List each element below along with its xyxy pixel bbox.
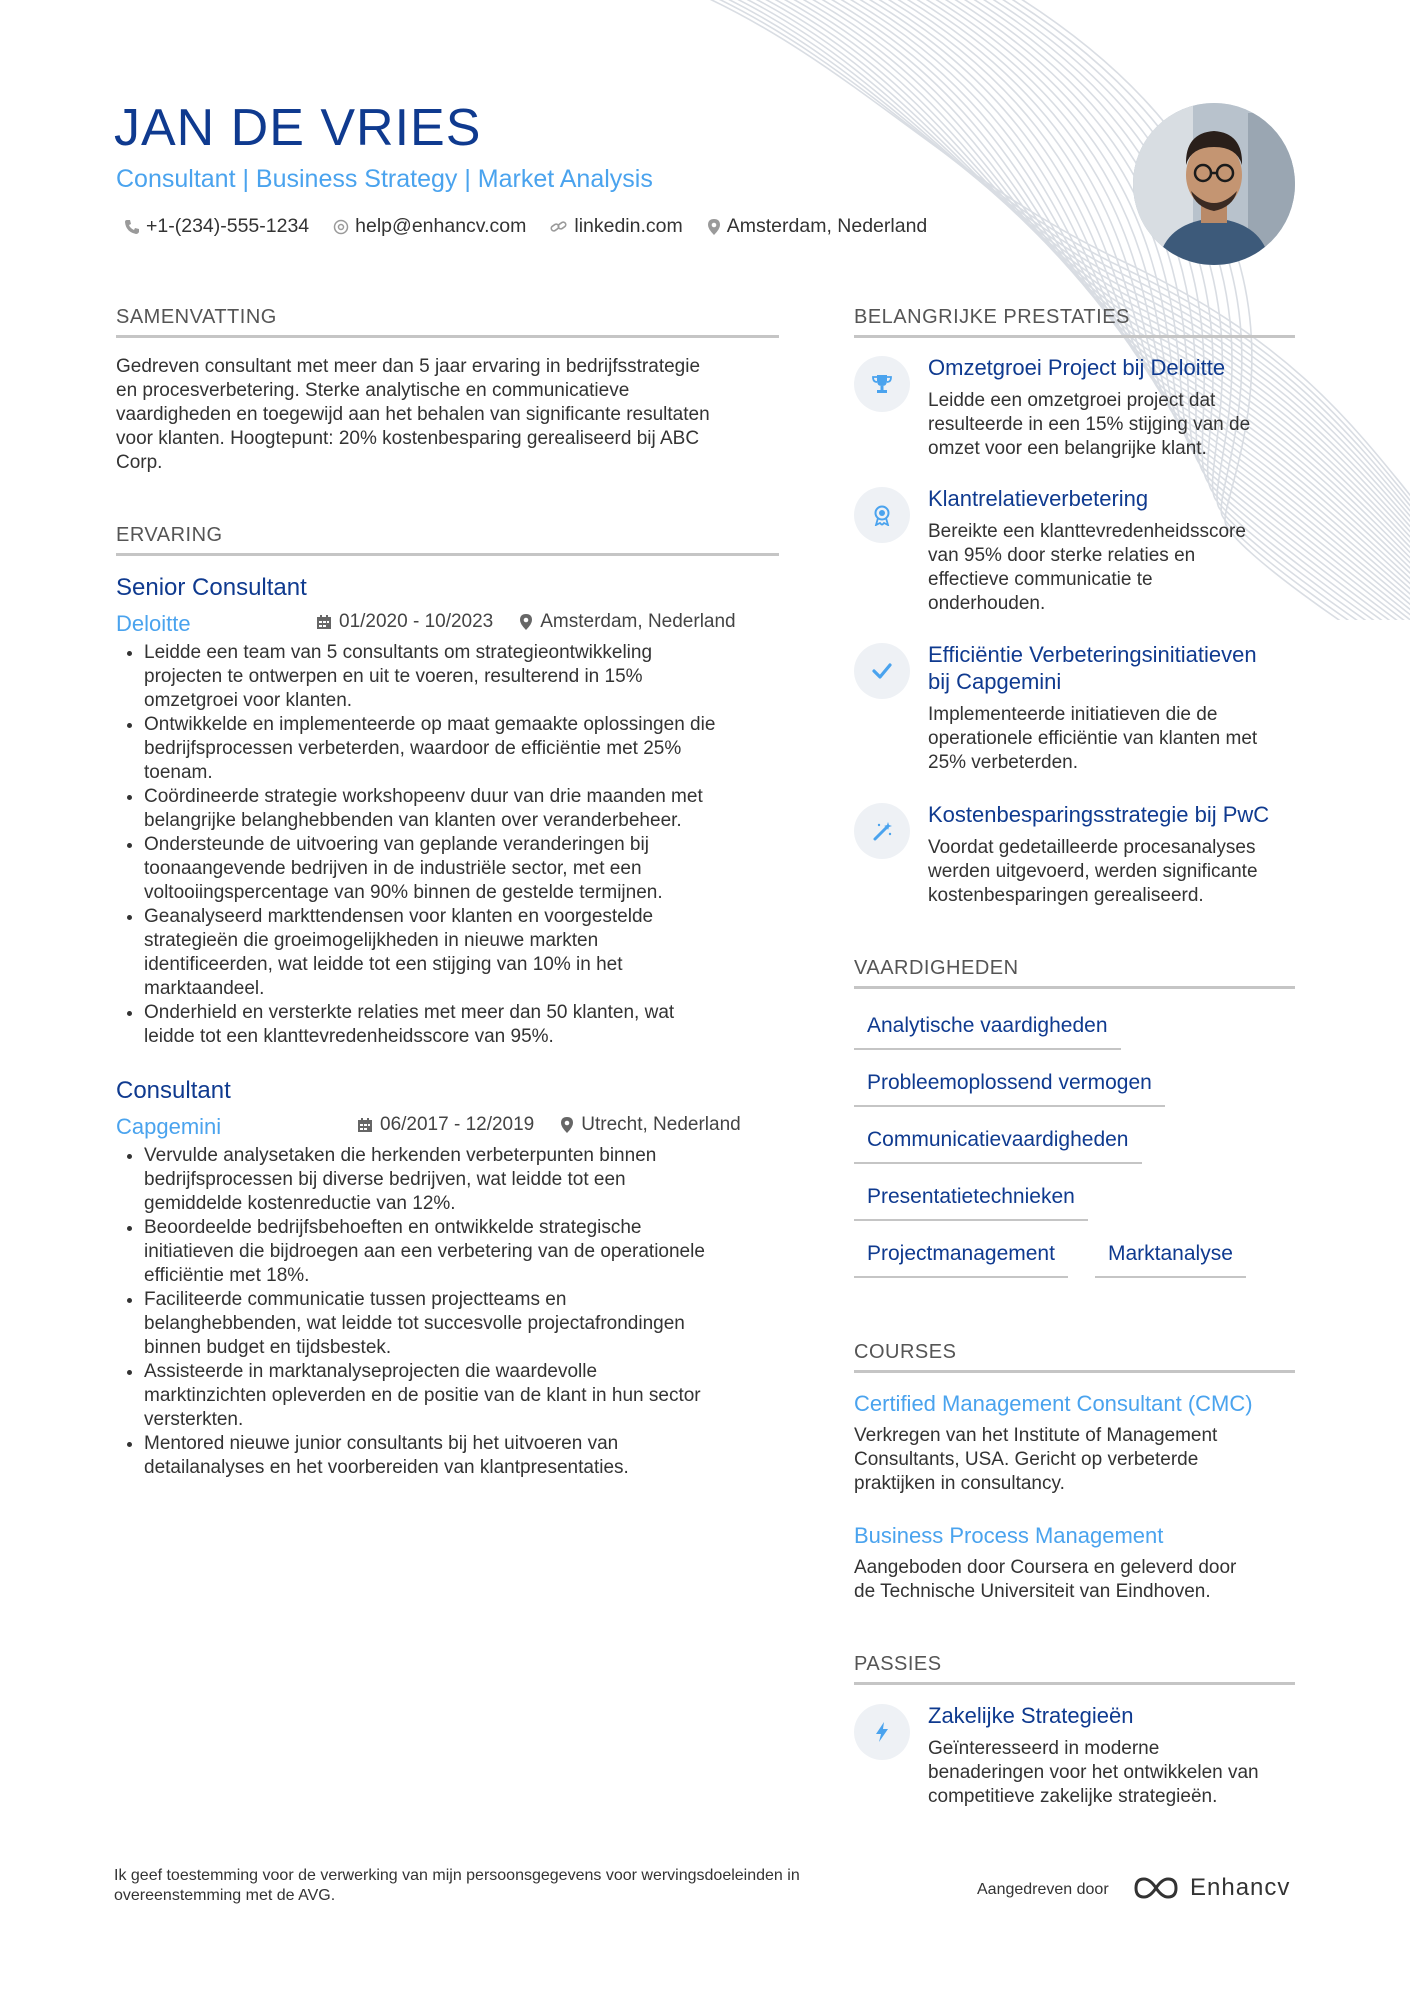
calendar-icon [316, 614, 332, 630]
achievement-description: Leidde een omzetgroei project dat resulteerde in een 15% stijging van de omzet voor een belangrijke klant. [928, 390, 1251, 459]
job-company: Capgemini [116, 1114, 222, 1139]
achievement-title: Klantrelatieverbetering [928, 486, 1149, 511]
skill-tag: Presentatietechnieken [854, 1185, 1088, 1221]
achievement-icon-badge [854, 643, 910, 699]
contact-row [124, 215, 951, 238]
consent-text: Ik geef toestemming voor de verwerking van mijn persoonsgegevens voor wervingsdoeleinden in overeenstemming met de AVG. [114, 1867, 800, 1904]
passions-section-title: PASSIES [854, 1653, 1295, 1685]
summary-line: vaardigheden en toegewijd aan het behalen van significante resultaten [116, 404, 710, 425]
passion-title: Zakelijke Strategieën [928, 1703, 1134, 1728]
course-description: Aangeboden door Coursera en geleverd door de Technische Universiteit van Eindhoven. [854, 1557, 1237, 1602]
location-pin-icon [707, 218, 721, 236]
lightning-icon [871, 1721, 893, 1743]
job-role: Senior Consultant [116, 574, 307, 601]
achievement-item [854, 801, 1294, 911]
skill-tag: Communicatievaardigheden [854, 1128, 1142, 1164]
achievement-item [854, 354, 1294, 464]
summary-text [116, 355, 796, 475]
location-pin-icon [519, 613, 533, 631]
linkedin-contact[interactable] [550, 215, 682, 238]
passion-icon-badge [854, 1704, 910, 1760]
enhancv-logo-icon [1132, 1875, 1180, 1901]
job-company: Deloitte [116, 611, 191, 636]
course-description: Verkregen van het Institute of Management Consultants, USA. Gericht op verbeterde praktijken in consultancy. [854, 1425, 1218, 1494]
brand-name: Enhancv [1190, 1874, 1291, 1901]
location-pin-icon [560, 1116, 574, 1134]
location-text: Amsterdam, Nederland [726, 215, 928, 237]
skill-tag: Projectmanagement [854, 1242, 1068, 1278]
achievement-item [854, 485, 1294, 615]
job-location: Utrecht, Nederland [581, 1114, 741, 1135]
course-title: Business Process Management [854, 1523, 1164, 1548]
enhancv-logo[interactable] [1132, 1874, 1290, 1902]
list-item: • Coördineerde strategie workshopeenv duur van drie maanden met belangrijke belanghebbenden van klanten over veranderbeheer. [144, 785, 794, 833]
list-item: • Beoordeelde bedrijfsbehoeften en ontwikkelde strategische initiatieven die bijdroegen aan een verbetering van de operationele efficiëntie met 18%. [144, 1216, 794, 1288]
achievement-title: Kostenbesparingsstrategie bij PwC [928, 802, 1270, 827]
job-meta [316, 611, 736, 633]
summary-section-title: SAMENVATTING [116, 306, 779, 338]
list-item: • Onderhield en versterkte relaties met meer dan 50 klanten, wat leidde tot een klanttevredenheidsscore van 95%. [144, 1001, 794, 1049]
achievements-section-title: BELANGRIJKE PRESTATIES [854, 306, 1295, 338]
list-item: • Mentored nieuwe junior consultants bij het uitvoeren van detailanalyses en het voorbereiden van klantpresentaties. [144, 1432, 794, 1480]
achievement-item [854, 641, 1294, 781]
job-dates: 01/2020 - 10/2023 [339, 611, 494, 632]
list-item: • Assisteerde in marktanalyseprojecten die waardevolle marktinzichten opleverden en de positie van de klant in hun sector versterkten. [144, 1360, 794, 1432]
achievement-description: Voordat gedetailleerde procesanalyses werden uitgevoerd, werden significante kostenbesparingen gerealiseerd. [928, 837, 1258, 906]
achievement-icon-badge [854, 487, 910, 543]
job-bullets [116, 1144, 794, 1480]
summary-line: voor klanten. Hoogtepunt: 20% kostenbesparing gerealiseerd bij ABC [116, 428, 700, 449]
passion-description: Geïnteresseerd in moderne benaderingen voor het ontwikkelen van competitieve zakelijke strategieën. [928, 1738, 1259, 1807]
job-location: Amsterdam, Nederland [540, 611, 736, 632]
summary-line: Corp. [116, 452, 163, 473]
course-title: Certified Management Consultant (CMC) [854, 1391, 1253, 1416]
calendar-icon [357, 1117, 373, 1133]
achievement-title: Omzetgroei Project bij Deloitte [928, 355, 1226, 380]
email-contact[interactable] [333, 215, 526, 238]
email-text: help@enhancv.com [355, 215, 527, 237]
achievement-title: Efficiëntie Verbeteringsinitiatieven bij Capgemini [928, 642, 1257, 694]
trophy-icon [871, 373, 893, 395]
job-meta [357, 1114, 741, 1136]
skills-section-title: VAARDIGHEDEN [854, 957, 1295, 989]
summary-line: en procesverbetering. Sterke analytische en communicatieve [116, 380, 630, 401]
candidate-headline: Consultant | Business Strategy | Market Analysis [116, 165, 653, 193]
skill-tag: Probleemoplossend vermogen [854, 1071, 1165, 1107]
list-item: • Ontwikkelde en implementeerde op maat gemaakte oplossingen die bedrijfsprocessen verbeterden, waardoor de efficiëntie met 25% toenam. [144, 713, 794, 785]
at-icon [333, 219, 349, 235]
profile-photo-icon [1133, 103, 1295, 265]
phone-icon [124, 219, 140, 235]
achievement-description: Implementeerde initiatieven die de operationele efficiëntie van klanten met 25% verbeterden. [928, 704, 1258, 773]
passion-item [854, 1702, 1294, 1812]
phone-text: +1-(234)-555-1234 [146, 215, 310, 237]
job-dates: 06/2017 - 12/2019 [380, 1114, 535, 1135]
link-icon [550, 219, 568, 235]
check-icon [871, 660, 893, 682]
list-item: • Ondersteunde de uitvoering van geplande veranderingen bij toonaangevende bedrijven in de industriële sector, met een voltooiingspercentage van 90% binnen de gestelde termijnen. [144, 833, 794, 905]
achievement-icon-badge [854, 803, 910, 859]
linkedin-text: linkedin.com [574, 215, 683, 237]
skill-tag: Analytische vaardigheden [854, 1014, 1121, 1050]
list-item: • Faciliteerde communicatie tussen projectteams en belanghebbenden, wat leidde tot succesvolle projectafrondingen binnen budget en tijdsbestek. [144, 1288, 794, 1360]
job-role: Consultant [116, 1077, 231, 1104]
skill-tag: Marktanalyse [1095, 1242, 1246, 1278]
award-icon [871, 504, 893, 526]
avatar [1133, 103, 1295, 265]
location-contact [707, 215, 928, 238]
phone-contact[interactable] [124, 215, 309, 238]
magic-wand-icon [871, 820, 893, 842]
powered-by-text: Aangedreven door [977, 1881, 1109, 1898]
courses-section-title: COURSES [854, 1341, 1295, 1373]
list-item: • Geanalyseerd markttendensen voor klanten en voorgestelde strategieën die groeimogelijkheden in nieuwe markten identificeerden, wat leidde tot een stijging van 10% in het marktaandeel. [144, 905, 794, 1001]
job-bullets [116, 641, 794, 1049]
achievement-description: Bereikte een klanttevredenheidsscore van 95% door sterke relaties en effectieve communicatie te onderhouden. [928, 521, 1246, 614]
candidate-name: JAN DE VRIES [114, 99, 482, 157]
achievement-icon-badge [854, 356, 910, 412]
list-item: • Leidde een team van 5 consultants om strategieontwikkeling projecten te ontwerpen en uit te voeren, resulterend in 15% omzetgroei voor klanten. [144, 641, 794, 713]
summary-line: Gedreven consultant met meer dan 5 jaar ervaring in bedrijfsstrategie [116, 356, 701, 377]
experience-section-title: ERVARING [116, 524, 779, 556]
list-item: • Vervulde analysetaken die herkenden verbeterpunten binnen bedrijfsprocessen bij diverse bedrijven, wat leidde tot een gemiddelde kostenreductie van 12%. [144, 1144, 794, 1216]
